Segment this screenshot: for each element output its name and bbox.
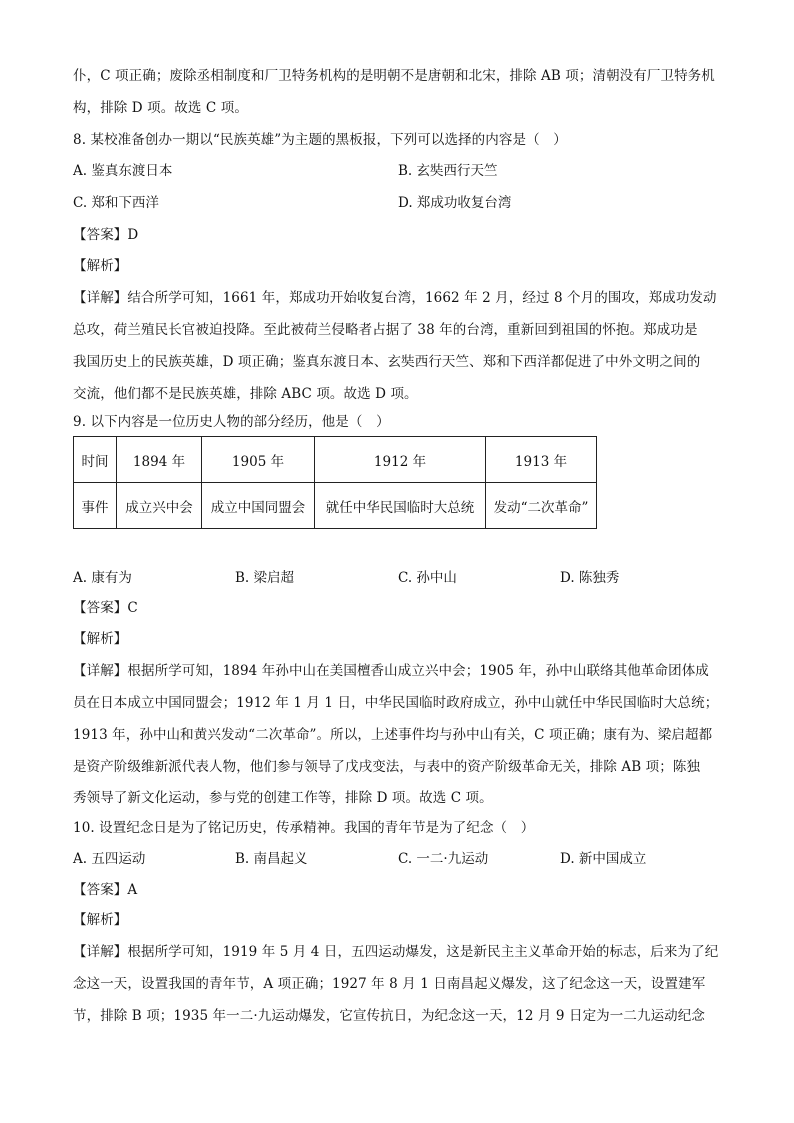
table-cell: 1894 年 [117,437,202,483]
table-cell: 事件 [74,483,117,529]
table-row [74,437,597,483]
table-cell: 就任中华民国临时大总统 [315,483,486,529]
q8-detail-line-1: 【详解】结合所学可知，1661 年，郑成功开始收复台湾，1662 年 2 月，经过 8 个月的围攻，郑成功发动 [73,290,717,306]
q10-detail-line-1: 【详解】根据所学可知，1919 年 5 月 4 日，五四运动爆发，这是新民主主义革命开始的标志，后来为了纪 [73,944,719,960]
q9-stem: 9. 以下内容是一位历史人物的部分经历，他是（ ） [73,414,390,430]
table-cell: 成立中国同盟会 [202,483,315,529]
q10-detail-line-3: 节，排除 B 项；1935 年一二·九运动爆发，它宣传抗日，为纪念这一天，12 月 9 日定为一二九运动纪念 [73,1008,705,1024]
q8-detail-line-2: 总攻，荷兰殖民长官被迫投降。至此被荷兰侵略者占据了 38 年的台湾，重新回到祖国的怀抱。郑成功是 [73,322,698,338]
q8-option-d: D. 郑成功收复台湾 [398,195,512,211]
q8-detail-line-4: 交流，他们都不是民族英雄，排除 ABC 项。故选 D 项。 [73,386,418,402]
q10-option-d: D. 新中国成立 [560,851,647,867]
q10-answer: 【答案】A [73,882,138,898]
q9-analysis-label: 【解析】 [73,631,128,647]
q9-option-c: C. 孙中山 [398,570,457,586]
table-cell: 1905 年 [202,437,315,483]
q10-detail-line-2: 念这一天，设置我国的青年节，A 项正确；1927 年 8 月 1 日南昌起义爆发，这了纪念这一天，设置建军 [73,976,706,992]
table-cell: 成立兴中会 [117,483,202,529]
q10-option-c: C. 一二·九运动 [398,851,489,867]
q10-option-a: A. 五四运动 [73,851,146,867]
q9-detail-line-5: 秀领导了新文化运动，参与党的创建工作等，排除 D 项。故选 C 项。 [73,790,493,806]
q9-detail-line-4: 是资产阶级维新派代表人物，他们参与领导了戊戌变法，与表中的资产阶级革命无关，排除 AB 项；陈独 [73,759,701,775]
table-row [74,483,597,529]
q8-stem: 8. 某校准备创办一期以“民族英雄”为主题的黑板报，下列可以选择的内容是（ ） [73,132,567,148]
q8-option-b: B. 玄奘西行天竺 [398,163,498,179]
q10-option-b: B. 南昌起义 [235,851,308,867]
table-cell: 发动“二次革命” [486,483,597,529]
q9-option-a: A. 康有为 [73,570,132,586]
q9-detail-line-3: 1913 年，孙中山和黄兴发动“二次革命”。所以，上述事件均与孙中山有关，C 项正确；康有为、梁启超都 [73,727,713,743]
q8-detail-line-3: 我国历史上的民族英雄，D 项正确；鉴真东渡日本、玄奘西行天竺、郑和下西洋都促进了中外文明之间的 [73,354,701,370]
q9-events-table [73,436,597,529]
q10-analysis-label: 【解析】 [73,912,128,928]
table-cell: 1913 年 [486,437,597,483]
q9-detail-line-2: 员在日本成立中国同盟会；1912 年 1 月 1 日，中华民国临时政府成立，孙中山就任中华民国临时大总统； [73,695,719,711]
q7-explanation-line-2: 构，排除 D 项。故选 C 项。 [73,100,248,116]
q8-answer: 【答案】D [73,227,139,243]
q7-explanation-line-1: 仆，C 项正确；废除丞相制度和厂卫特务机构的是明朝不是唐朝和北宋，排除 AB 项；清朝没有厂卫特务机 [73,68,715,84]
table-cell: 1912 年 [315,437,486,483]
table-cell: 时间 [74,437,117,483]
q8-analysis-label: 【解析】 [73,258,128,274]
q9-answer: 【答案】C [73,600,138,616]
q10-stem: 10. 设置纪念日是为了铭记历史，传承精神。我国的青年节是为了纪念（ ） [73,820,535,836]
q9-detail-line-1: 【详解】根据所学可知，1894 年孙中山在美国檀香山成立兴中会；1905 年，孙中山联络其他革命团体成 [73,663,709,679]
q9-option-b: B. 梁启超 [235,570,295,586]
q8-option-a: A. 鉴真东渡日本 [73,163,173,179]
q9-option-d: D. 陈独秀 [560,570,620,586]
q8-option-c: C. 郑和下西洋 [73,195,159,211]
